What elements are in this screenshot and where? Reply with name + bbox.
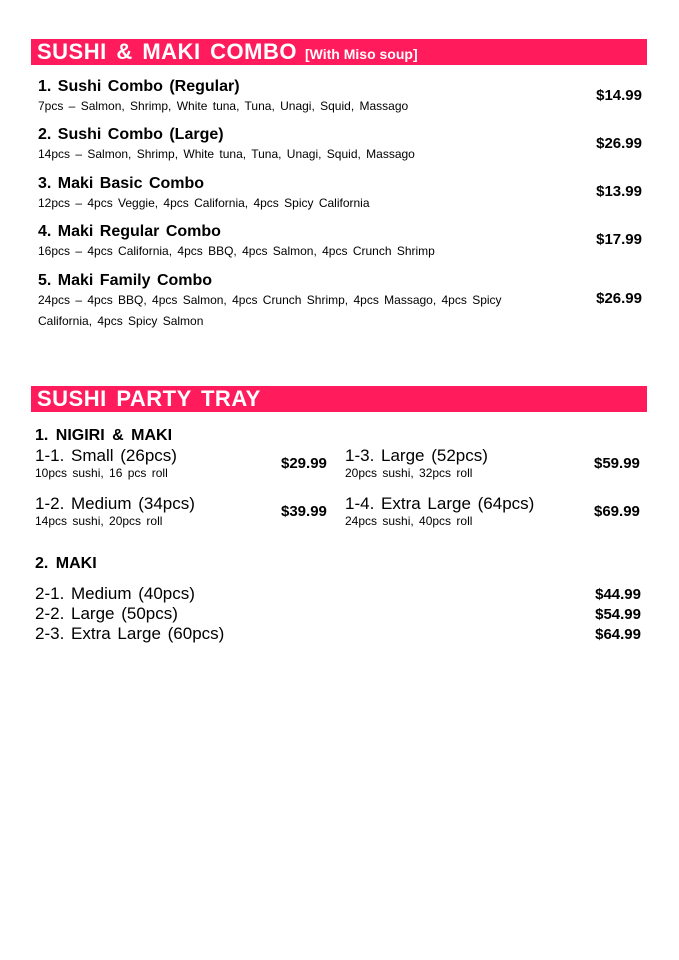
- item-name: 2. Sushi Combo (Large): [38, 126, 224, 143]
- menu-item: [38, 125, 642, 165]
- item-name: 3. Maki Basic Combo: [38, 175, 205, 192]
- item-name: 4. Maki Regular Combo: [38, 223, 221, 240]
- item-price: $29.99: [281, 455, 327, 472]
- maki-item: [35, 624, 641, 644]
- item-price: $26.99: [596, 135, 642, 152]
- item-description: 14pcs – Salmon, Shrimp, White tuna, Tuna, Unagi, Squid, Massago: [38, 147, 415, 161]
- item-price: $17.99: [596, 231, 642, 248]
- item-price: $14.99: [596, 87, 642, 104]
- section-header-combo: [31, 39, 647, 65]
- menu-item: [38, 271, 642, 332]
- item-name: 2-1. Medium (40pcs): [35, 584, 195, 603]
- item-price: $13.99: [596, 183, 642, 200]
- item-description: 12pcs – 4pcs Veggie, 4pcs California, 4pcs Spicy California: [38, 196, 370, 210]
- item-price: $54.99: [595, 606, 641, 623]
- section-subtitle: [With Miso soup]: [305, 46, 418, 62]
- section-header-party-tray: [31, 386, 647, 412]
- item-description: 16pcs – 4pcs California, 4pcs BBQ, 4pcs Salmon, 4pcs Crunch Shrimp: [38, 244, 435, 258]
- item-description: 10pcs sushi, 16 pcs roll: [35, 466, 168, 480]
- item-description: 20pcs sushi, 32pcs roll: [345, 466, 473, 480]
- section-title: SUSHI & MAKI COMBO: [37, 39, 297, 64]
- item-price: $26.99: [596, 290, 642, 307]
- item-name: 2-3. Extra Large (60pcs): [35, 624, 225, 643]
- section-title: SUSHI PARTY TRAY: [37, 386, 261, 411]
- item-description: 24pcs – 4pcs BBQ, 4pcs Salmon, 4pcs Crunch Shrimp, 4pcs Massago, 4pcs Spicy California, 4pcs Spicy Salmon: [38, 293, 502, 328]
- item-name: 1-4. Extra Large (64pcs): [345, 494, 535, 513]
- menu-item: [38, 222, 642, 262]
- item-name: 1-2. Medium (34pcs): [35, 494, 195, 513]
- item-price: $69.99: [594, 503, 640, 520]
- item-description: 7pcs – Salmon, Shrimp, White tuna, Tuna, Unagi, Squid, Massago: [38, 99, 409, 113]
- subsection-heading: 2. MAKI: [35, 555, 97, 572]
- item-name: 1-3. Large (52pcs): [345, 446, 488, 465]
- item-price: $64.99: [595, 626, 641, 643]
- maki-item: [35, 584, 641, 604]
- item-price: $44.99: [595, 586, 641, 603]
- maki-item: [35, 604, 641, 624]
- menu-item: [38, 77, 642, 117]
- item-description: 14pcs sushi, 20pcs roll: [35, 514, 163, 528]
- item-name: 1-1. Small (26pcs): [35, 446, 177, 465]
- menu-item: [38, 174, 642, 214]
- item-name: 2-2. Large (50pcs): [35, 604, 178, 623]
- item-name: 5. Maki Family Combo: [38, 272, 213, 289]
- item-name: 1. Sushi Combo (Regular): [38, 78, 240, 95]
- item-price: $39.99: [281, 503, 327, 520]
- item-description: 24pcs sushi, 40pcs roll: [345, 514, 473, 528]
- subsection-heading: 1. NIGIRI & MAKI: [35, 427, 173, 444]
- item-price: $59.99: [594, 455, 640, 472]
